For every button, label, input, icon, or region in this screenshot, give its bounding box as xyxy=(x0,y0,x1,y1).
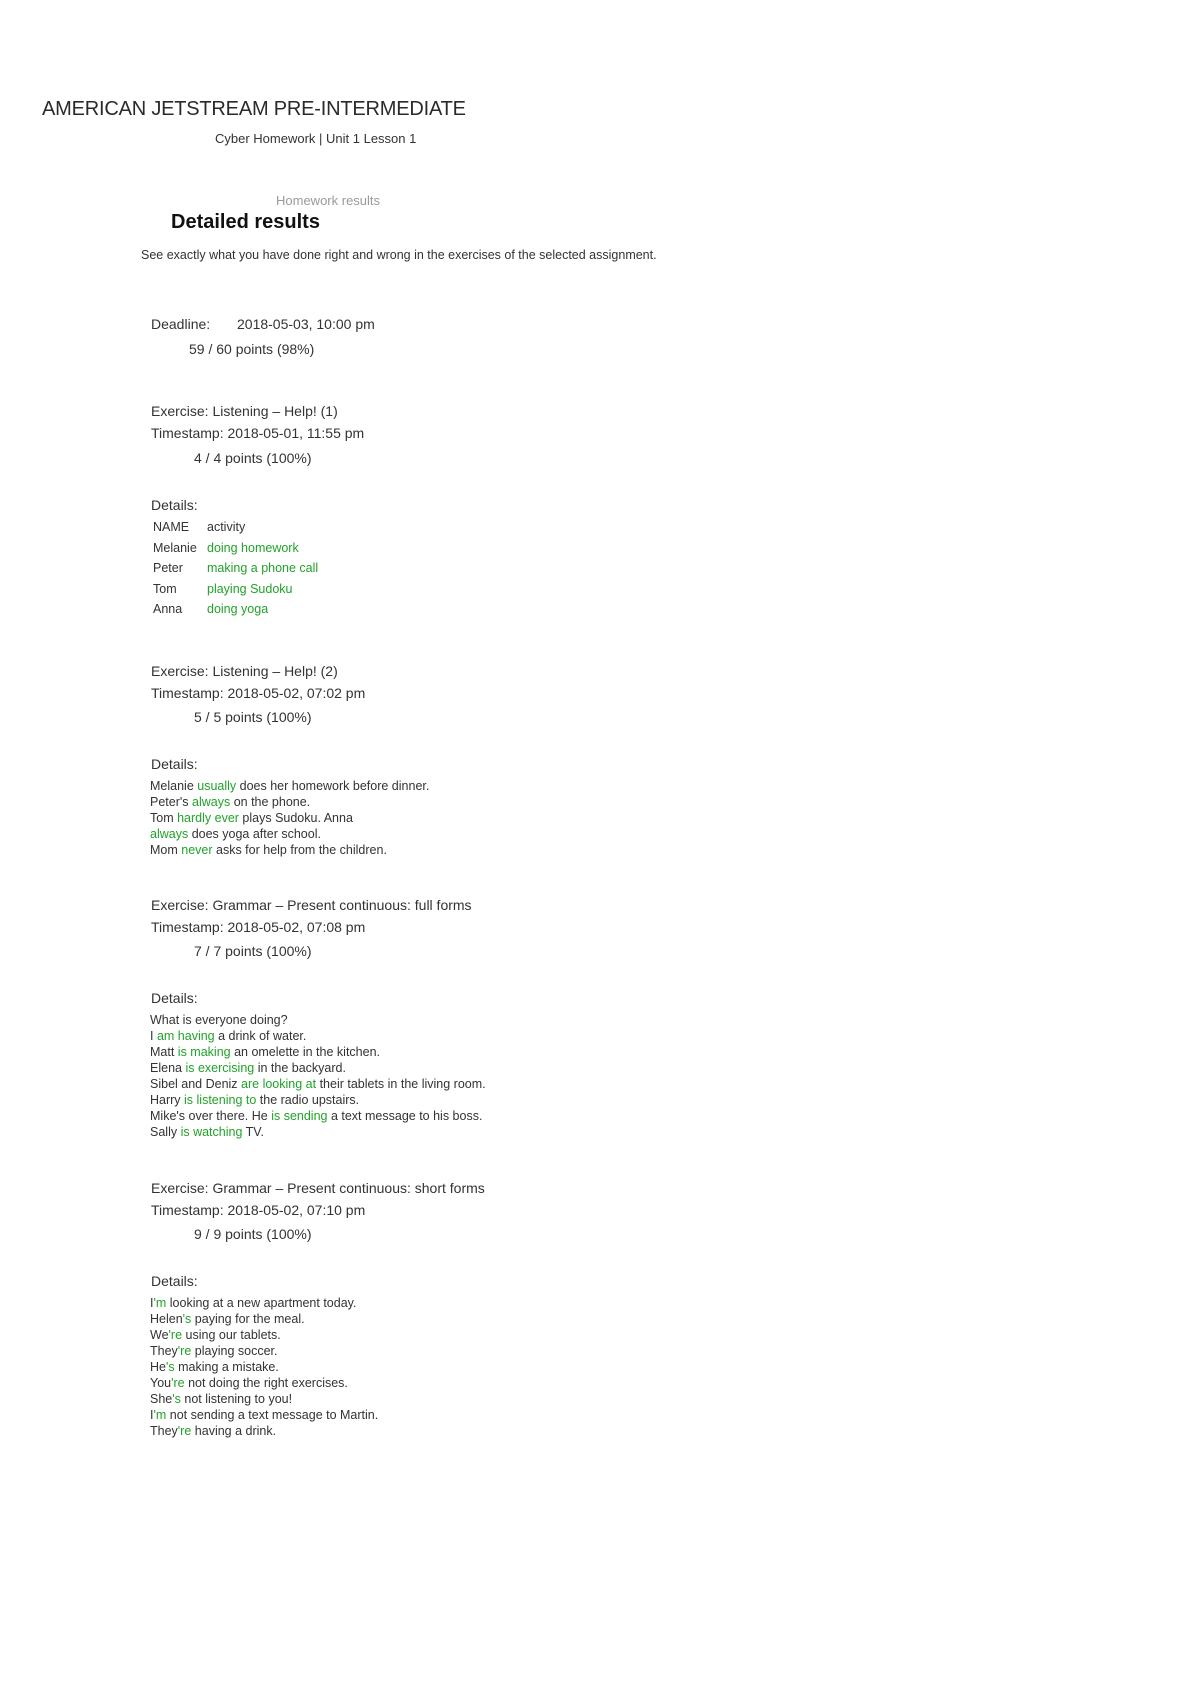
deadline-value: 2018-05-03, 10:00 pm xyxy=(237,316,375,332)
sentence-text: not sending a text message to Martin. xyxy=(166,1408,379,1422)
sentence-text: not doing the right exercises. xyxy=(184,1376,348,1390)
sentence-text: Tom xyxy=(150,811,178,825)
correct-answer: 're xyxy=(177,1344,192,1358)
exercise-title: Exercise: Listening – Help! (1) xyxy=(151,403,338,419)
correct-answer: usually xyxy=(197,779,237,793)
exercise-timestamp: Timestamp: 2018-05-02, 07:08 pm xyxy=(151,919,366,935)
correct-answer: 's xyxy=(182,1312,192,1326)
answer-lines xyxy=(150,778,429,858)
sentence-text: looking at a new apartment today. xyxy=(166,1296,357,1310)
correct-answer: hardly ever xyxy=(177,811,239,825)
sentence-text: an omelette in the kitchen. xyxy=(230,1045,380,1059)
correct-answer: 're xyxy=(168,1328,183,1342)
exercise-title: Exercise: Grammar – Present continuous: full forms xyxy=(151,897,472,913)
page-subtitle: Cyber Homework | Unit 1 Lesson 1 xyxy=(215,131,417,146)
correct-answer: am having xyxy=(156,1029,215,1043)
sentence-text: Peter's xyxy=(150,795,192,809)
table-cell-answer: doing homework xyxy=(207,540,299,555)
correct-answer: 're xyxy=(171,1376,185,1390)
sentence-text: She xyxy=(150,1392,173,1406)
details-label: Details: xyxy=(151,756,198,772)
details-label: Details: xyxy=(151,1273,198,1289)
deadline-label: Deadline: xyxy=(151,316,211,332)
answer-line xyxy=(150,778,429,794)
sentence-text: asks for help from the children. xyxy=(212,843,387,857)
answer-line xyxy=(150,1092,486,1108)
sentence-text: Mom xyxy=(150,843,182,857)
table-header-name: NAME xyxy=(153,520,190,535)
sentence-text: Elena xyxy=(150,1061,186,1075)
sentence-text: their tablets in the living room. xyxy=(316,1077,486,1091)
correct-answer: 're xyxy=(177,1424,192,1438)
answer-line xyxy=(150,1124,486,1140)
answer-line xyxy=(150,1028,486,1044)
sentence-text: They xyxy=(150,1424,178,1438)
table-cell-answer: doing yoga xyxy=(207,602,269,617)
deadline-row xyxy=(151,316,375,332)
answer-line xyxy=(150,826,429,842)
table-cell-name: Peter xyxy=(153,561,183,576)
sentence-text: does her homework before dinner. xyxy=(236,779,430,793)
answer-line xyxy=(150,794,429,810)
page-title: AMERICAN JETSTREAM PRE-INTERMEDIATE xyxy=(42,98,466,120)
answer-line xyxy=(150,1060,486,1076)
sentence-text: Helen xyxy=(150,1312,183,1326)
correct-answer: 'm xyxy=(153,1408,167,1422)
correct-answer: always xyxy=(192,795,231,809)
correct-answer: is making xyxy=(177,1045,231,1059)
table-header-row xyxy=(151,517,320,538)
sentence-text: does yoga after school. xyxy=(188,827,321,841)
exercise-timestamp: Timestamp: 2018-05-02, 07:10 pm xyxy=(151,1202,366,1218)
sentence-text: not listening to you! xyxy=(180,1392,293,1406)
correct-answer: is watching xyxy=(180,1125,243,1139)
homework-results-link[interactable]: Homework results xyxy=(276,193,381,208)
answer-line xyxy=(150,810,429,826)
sentence-text: I xyxy=(150,1296,154,1310)
answer-lines xyxy=(150,1012,486,1140)
table-cell-name: Tom xyxy=(153,581,177,596)
table-header-activity: activity xyxy=(207,520,246,535)
sentence-text: You xyxy=(150,1376,172,1390)
exercise-timestamp: Timestamp: 2018-05-02, 07:02 pm xyxy=(151,685,366,701)
details-label: Details: xyxy=(151,990,198,1006)
activity-table xyxy=(151,517,320,620)
section-heading: Detailed results xyxy=(171,211,320,233)
intro-text: See exactly what you have done right and wrong in the exercises of the selected assignment. xyxy=(141,248,657,262)
answer-line xyxy=(150,1343,378,1359)
correct-answer: never xyxy=(181,843,213,857)
correct-answer: is listening to xyxy=(184,1093,257,1107)
answer-line xyxy=(150,1359,378,1375)
correct-answer: are looking at xyxy=(241,1077,317,1091)
sentence-text: Sibel and Deniz xyxy=(150,1077,242,1091)
sentence-text: I xyxy=(150,1408,154,1422)
table-row xyxy=(151,579,320,600)
table-cell-answer: making a phone call xyxy=(207,561,319,576)
sentence-text: They xyxy=(150,1344,178,1358)
table-row xyxy=(151,599,320,620)
sentence-text: I xyxy=(150,1029,157,1043)
table-cell-name: Anna xyxy=(153,602,183,617)
answer-line xyxy=(150,1327,378,1343)
sentence-text: Mike's over there. He xyxy=(150,1109,272,1123)
exercise-title: Exercise: Grammar – Present continuous: short forms xyxy=(151,1180,485,1196)
exercise-timestamp: Timestamp: 2018-05-01, 11:55 pm xyxy=(151,425,365,441)
correct-answer: always xyxy=(150,827,189,841)
sentence-text: He xyxy=(150,1360,166,1374)
sentence-text: Melanie xyxy=(150,779,198,793)
answer-line xyxy=(150,1076,486,1092)
answer-lines xyxy=(150,1295,378,1439)
correct-answer: 's xyxy=(165,1360,175,1374)
answer-line xyxy=(150,1295,378,1311)
table-cell-name: Melanie xyxy=(153,540,197,555)
total-points: 59 / 60 points (98%) xyxy=(189,341,315,357)
correct-answer: 's xyxy=(172,1392,181,1406)
correct-answer: is sending xyxy=(271,1109,328,1123)
exercise-points: 5 / 5 points (100%) xyxy=(194,709,312,725)
table-row xyxy=(151,558,320,579)
details-label: Details: xyxy=(151,497,198,513)
correct-answer: 'm xyxy=(153,1296,167,1310)
exercise-points: 4 / 4 points (100%) xyxy=(194,450,312,466)
sentence-text: on the phone. xyxy=(230,795,311,809)
sentence-text: using our tablets. xyxy=(182,1328,281,1342)
answer-line xyxy=(150,1375,378,1391)
sentence-text: paying for the meal. xyxy=(191,1312,305,1326)
sentence-text: the radio upstairs. xyxy=(256,1093,360,1107)
sentence-text: We xyxy=(150,1328,169,1342)
sentence-text: What is everyone doing? xyxy=(150,1013,288,1027)
sentence-text: a drink of water. xyxy=(214,1029,307,1043)
answer-line xyxy=(150,1391,378,1407)
sentence-text: TV. xyxy=(242,1125,264,1139)
exercise-points: 7 / 7 points (100%) xyxy=(194,943,312,959)
sentence-text: Harry xyxy=(150,1093,185,1107)
answer-line xyxy=(150,1012,486,1028)
sentence-text: Sally xyxy=(150,1125,181,1139)
sentence-text: making a mistake. xyxy=(174,1360,279,1374)
answer-line xyxy=(150,1311,378,1327)
answer-line xyxy=(150,1407,378,1423)
exercise-title: Exercise: Listening – Help! (2) xyxy=(151,663,338,679)
sentence-text: Matt xyxy=(150,1045,178,1059)
sentence-text: a text message to his boss. xyxy=(327,1109,483,1123)
answer-line xyxy=(150,1423,378,1439)
correct-answer: is exercising xyxy=(185,1061,255,1075)
exercise-points: 9 / 9 points (100%) xyxy=(194,1226,312,1242)
sentence-text: having a drink. xyxy=(191,1424,277,1438)
table-row xyxy=(151,538,320,559)
answer-line xyxy=(150,1044,486,1060)
sentence-text: plays Sudoku. Anna xyxy=(238,811,353,825)
sentence-text: in the backyard. xyxy=(254,1061,346,1075)
table-cell-answer: playing Sudoku xyxy=(207,581,293,596)
answer-line xyxy=(150,842,429,858)
sentence-text: playing soccer. xyxy=(191,1344,278,1358)
answer-line xyxy=(150,1108,486,1124)
